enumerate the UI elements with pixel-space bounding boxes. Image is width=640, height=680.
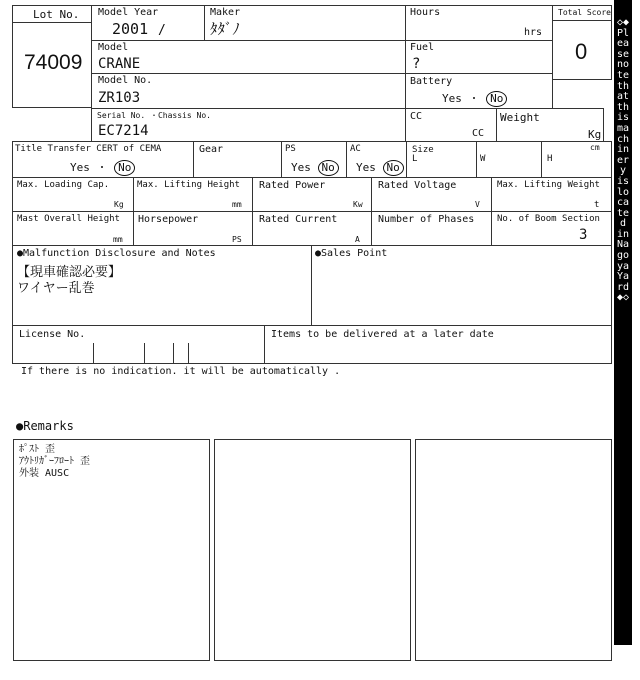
cc-unit: CC xyxy=(472,128,485,139)
maker-label: Maker xyxy=(210,7,241,18)
lot-value: 74009 xyxy=(24,51,83,74)
model-year-slash: / xyxy=(158,23,166,38)
remarks-box-2 xyxy=(214,439,411,661)
license-divider-3 xyxy=(173,343,174,364)
size-unit: cm xyxy=(590,143,600,152)
max-lift-height-unit: mm xyxy=(232,200,242,209)
remarks-line-3: 外装 AUSC xyxy=(19,468,70,479)
title-transfer-options xyxy=(70,160,135,176)
phases-label: Number of Phases xyxy=(378,214,475,225)
malfunction-label: ●Malfunction Disclosure and Notes xyxy=(17,248,216,259)
max-lift-height-label: Max. Lifting Height xyxy=(137,180,240,190)
malfunction-line1: 【現車確認必要】 xyxy=(17,265,122,280)
hours-label: Hours xyxy=(410,7,441,18)
serial-label: Serial No. ・Chassis No. xyxy=(97,111,211,120)
rated-voltage-unit: V xyxy=(475,200,480,209)
boom-sections-label: No. of Boom Section xyxy=(497,214,600,224)
size-h: H xyxy=(547,154,553,164)
sales-point-label: ●Sales Point xyxy=(315,248,388,259)
battery-dot: ・ xyxy=(468,92,480,105)
model-year-label: Model Year xyxy=(98,7,159,18)
fuel-value: ? xyxy=(412,56,421,72)
max-loading-label: Max. Loading Cap. xyxy=(17,180,110,190)
auto-notice: If there is no indication. it will be automatically . xyxy=(21,366,341,377)
later-items-label: Items to be delivered at a later date xyxy=(271,329,494,340)
remarks-box-3 xyxy=(415,439,612,661)
mast-height-label: Mast Overall Height xyxy=(17,214,120,224)
battery-yes[interactable]: Yes xyxy=(442,92,462,105)
ps-yes[interactable]: Yes xyxy=(291,161,311,174)
total-score-value: 0 xyxy=(575,39,588,64)
horsepower-unit: PS xyxy=(232,235,242,244)
battery-no[interactable]: No xyxy=(486,91,507,107)
horsepower-label: Horsepower xyxy=(138,214,199,225)
cc-label: CC xyxy=(410,111,423,122)
battery-label: Battery xyxy=(410,76,453,87)
size-w: W xyxy=(480,154,486,164)
max-loading-unit: Kg xyxy=(114,200,124,209)
ac-options xyxy=(356,160,404,176)
malfunction-line2: ワイヤー乱巻 xyxy=(17,281,95,296)
rated-current-unit: A xyxy=(355,235,360,244)
license-divider-1 xyxy=(93,343,94,364)
weight-unit: Kg xyxy=(588,128,602,141)
rated-current-label: Rated Current xyxy=(259,214,338,225)
size-cell xyxy=(406,141,612,178)
ac-yes[interactable]: Yes xyxy=(356,161,376,174)
license-divider-4 xyxy=(188,343,189,364)
mast-height-unit: mm xyxy=(113,235,123,244)
size-divider-1 xyxy=(476,141,477,178)
boom-sections-value: 3 xyxy=(579,227,588,243)
rated-power-label: Rated Power xyxy=(259,180,326,191)
license-divider-2 xyxy=(144,343,145,364)
hours-unit: hrs xyxy=(524,27,543,38)
max-lift-weight-unit: t xyxy=(594,200,600,210)
fuel-label: Fuel xyxy=(410,42,435,53)
model-value: CRANE xyxy=(98,56,141,72)
side-banner-text: ◇◆ Please note that this machinery is located in Nagoya Yard ◆◇ xyxy=(616,17,630,304)
model-label: Model xyxy=(98,42,129,53)
rated-voltage-label: Rated Voltage xyxy=(378,180,457,191)
remarks-label: ●Remarks xyxy=(16,419,74,433)
model-no-label: Model No. xyxy=(98,75,153,86)
ac-no[interactable]: No xyxy=(383,160,404,176)
model-year-value: 2001 xyxy=(112,20,149,38)
ps-options xyxy=(291,160,339,176)
size-l: L xyxy=(412,154,418,164)
title-transfer-dot: ・ xyxy=(96,161,108,174)
ac-label: AC xyxy=(350,144,361,154)
license-label: License No. xyxy=(19,329,86,340)
battery-options xyxy=(442,91,507,107)
ps-label: PS xyxy=(285,144,296,154)
side-banner xyxy=(614,0,632,645)
title-transfer-label: Title Transfer CERT of CEMA xyxy=(15,144,162,154)
weight-label: Weight xyxy=(500,111,540,124)
max-lift-weight-label: Max. Lifting Weight xyxy=(497,180,600,190)
rated-power-unit: Kw xyxy=(353,200,363,209)
total-score-label: Total Score xyxy=(558,8,611,17)
title-transfer-no[interactable]: No xyxy=(114,160,135,176)
remarks-line-1: ﾎﾟｽﾄ 歪 xyxy=(19,444,56,455)
maker-value: ﾀﾀﾞﾉ xyxy=(210,20,241,38)
title-transfer-yes[interactable]: Yes xyxy=(70,161,90,174)
serial-value: EC7214 xyxy=(98,123,149,139)
ps-no[interactable]: No xyxy=(318,160,339,176)
size-divider-2 xyxy=(541,141,542,178)
size-label: Size xyxy=(412,145,434,155)
lot-label: Lot No. xyxy=(33,8,80,21)
model-no-value: ZR103 xyxy=(98,90,141,106)
remarks-line-2: ｱｳﾄﾘｶﾞｰﾌﾛｰﾄ 歪 xyxy=(19,456,91,467)
gear-label: Gear xyxy=(199,144,224,155)
